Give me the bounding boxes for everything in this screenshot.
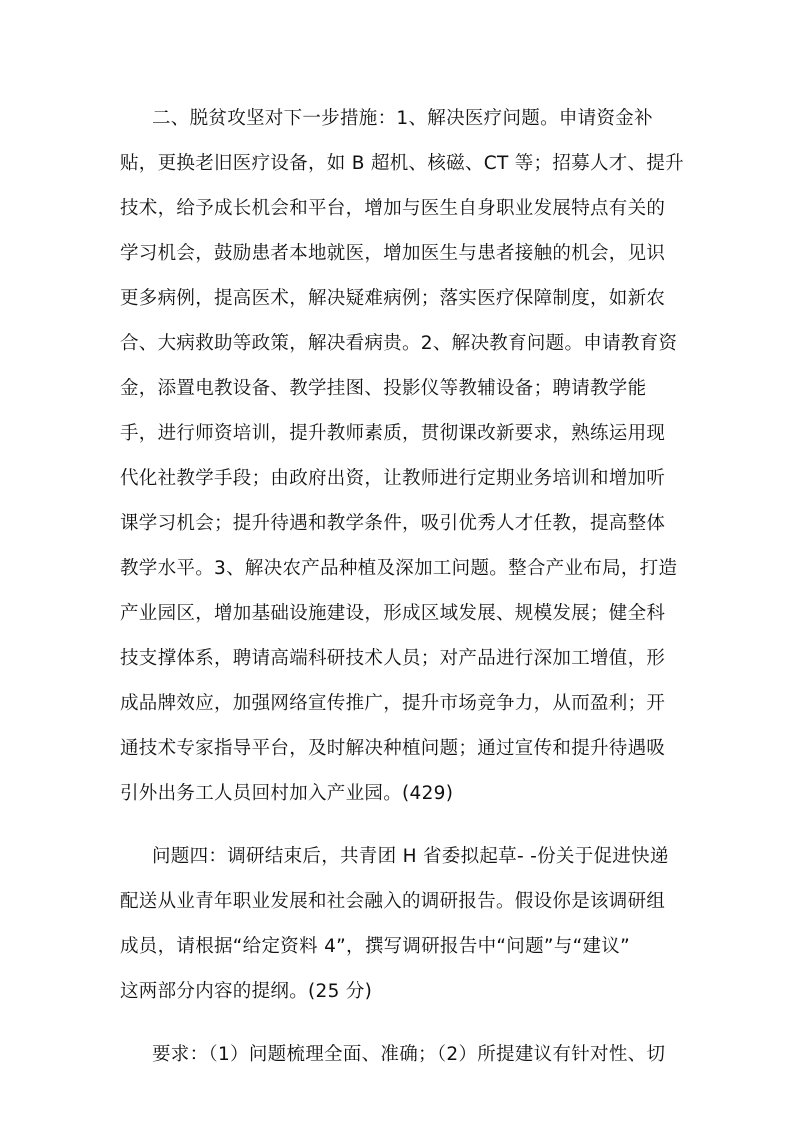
paragraph-line: 手，进行师资培训，提升教师素质，贯彻课改新要求，熟练运用现 [120,423,666,444]
paragraph-line: 贴，更换老旧医疗设备，如 B 超机、核磁、CT 等；招募人才、提升 [120,153,684,174]
paragraph-line: 技支撑体系，聘请高端科研技术人员；对产品进行深加工增值，形 [120,648,666,669]
paragraph-line: 技术，给予成长机会和平台，增加与医生自身职业发展特点有关的 [120,198,666,219]
paragraph-line: 更多病例，提高医术，解决疑难病例；落实医疗保障制度，如新农 [120,288,666,309]
question-line: 成员，请根据“给定资料 4”，撰写调研报告中“问题”与“建议” [120,936,630,957]
paragraph-line: 学习机会，鼓励患者本地就医，增加医生与患者接触的机会，见识 [120,243,666,264]
paragraph-line: 金，添置电教设备、教学挂图、投影仪等教辅设备；聘请教学能 [120,378,647,399]
paragraph-line: 二、脱贫攻坚对下一步措施：1、解决医疗问题。申请资金补 [152,108,653,129]
question-line: 问题四：调研结束后，共青团 H 省委拟起草- -份关于促进快递 [152,846,669,867]
question-line: 配送从业青年职业发展和社会融入的调研报告。假设你是该调研组 [120,891,666,912]
paragraph-line: 引外出务工人员回村加入产业园。(429) [120,783,454,804]
paragraph-line: 代化社教学手段；由政府出资，让教师进行定期业务培训和增加听 [120,468,666,489]
paragraph-line: 产业园区，增加基础设施建设，形成区域发展、规模发展；健全科 [120,603,666,624]
paragraph-line: 课学习机会；提升待遇和教学条件，吸引优秀人才任教，提高整体 [120,513,666,534]
paragraph-line: 成品牌效应，加强网络宣传推广，提升市场竞争力，从而盈利；开 [120,693,666,714]
requirement-line: 要求：（1）问题梳理全面、准确；（2）所提建议有针对性、切 [152,1044,666,1065]
paragraph-line: 教学水平。3、解决农产品种植及深加工问题。整合产业布局，打造 [120,558,678,579]
question-line: 这两部分内容的提纲。(25 分) [120,981,373,1002]
paragraph-line: 通技术专家指导平台，及时解决种植问题；通过宣传和提升待遇吸 [120,738,666,759]
paragraph-line: 合、大病救助等政策，解决看病贵。2、解决教育问题。申请教育资 [120,333,678,354]
